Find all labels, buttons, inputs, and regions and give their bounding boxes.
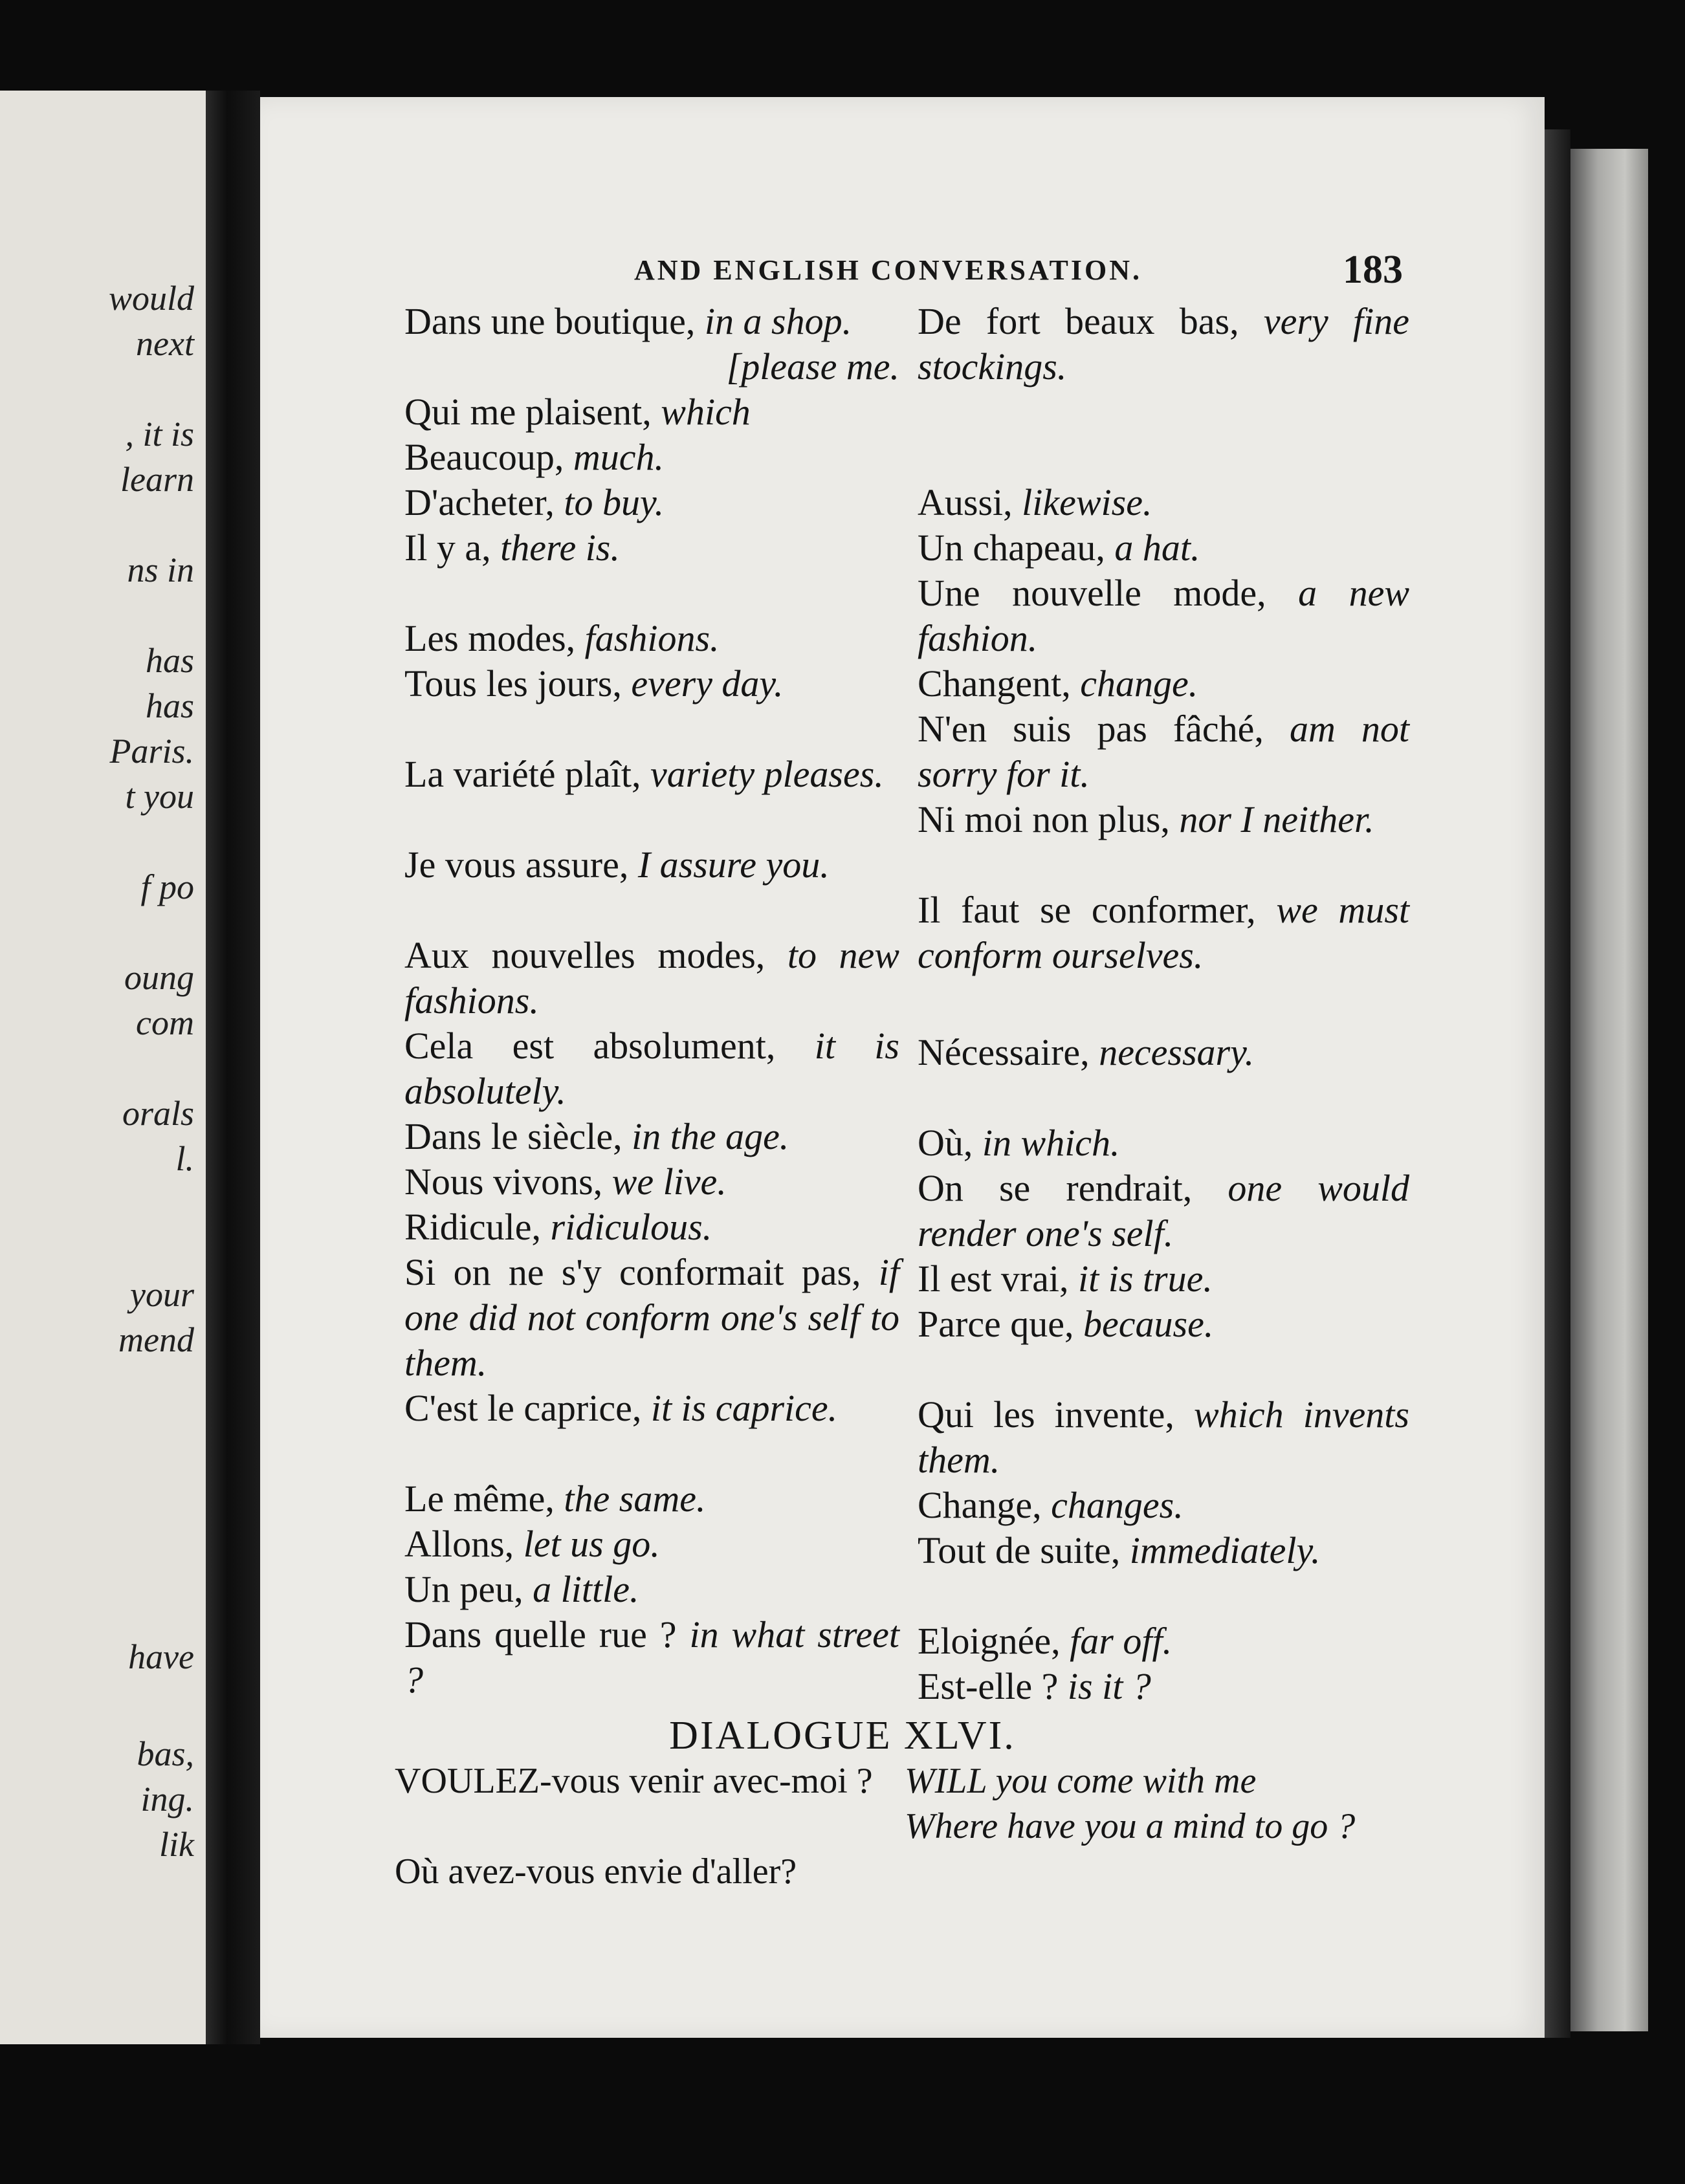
- english-gloss: a little.: [533, 1568, 639, 1610]
- english-gloss: let us go.: [523, 1523, 660, 1565]
- english-gloss: far off.: [1070, 1620, 1173, 1662]
- vocabulary-entry: [404, 389, 899, 435]
- english-gloss: immediately.: [1129, 1529, 1321, 1571]
- french-term: D'acheter,: [404, 481, 564, 523]
- french-term: Une nouvelle mode,: [918, 572, 1299, 614]
- french-term: Tout de suite,: [918, 1529, 1130, 1571]
- english-gloss: changes.: [1051, 1484, 1184, 1526]
- left-page-fragment: l.: [175, 1139, 194, 1178]
- english-gloss: fashions.: [584, 617, 720, 659]
- french-term: On se rendrait,: [918, 1167, 1228, 1209]
- french-term: Il est vrai,: [918, 1258, 1079, 1300]
- vocabulary-entry: [918, 1166, 1409, 1256]
- vocabulary-entry: [918, 299, 1409, 389]
- english-gloss-continuation: [please me.: [726, 345, 899, 388]
- vocabulary-entry: [404, 1205, 899, 1250]
- english-gloss: it is caprice.: [650, 1387, 838, 1429]
- french-term: Dans le siècle,: [404, 1115, 632, 1157]
- running-head: AND ENGLISH CONVERSATION.: [634, 254, 1142, 286]
- vocabulary-entry: [404, 480, 899, 525]
- left-page-fragment: would: [108, 279, 194, 318]
- english-gloss: which: [661, 391, 751, 433]
- english-gloss: change.: [1080, 662, 1198, 704]
- vocabulary-entry: [404, 1386, 899, 1431]
- vocabulary-entry: [918, 661, 1409, 706]
- french-term: Qui les invente,: [918, 1393, 1195, 1436]
- french-term: Parce que,: [918, 1303, 1084, 1345]
- vocabulary-entry: [918, 1120, 1409, 1166]
- english-gloss: very fine stockings.: [918, 300, 1409, 388]
- vocabulary-entry: [404, 933, 899, 1023]
- english-gloss: every day.: [631, 662, 784, 704]
- english-gloss: in what street ?: [404, 1613, 900, 1701]
- english-gloss: in a shop.: [704, 300, 852, 342]
- english-gloss: the same.: [564, 1478, 706, 1520]
- vocabulary-entry: [918, 797, 1409, 842]
- left-page-fragment: lik: [159, 1825, 194, 1864]
- english-gloss: in which.: [982, 1122, 1120, 1164]
- vocabulary-entry: [918, 1256, 1409, 1302]
- vocabulary-entry: [918, 1664, 1409, 1709]
- vocabulary-entry: [404, 1476, 899, 1522]
- french-term: Tous les jours,: [404, 662, 632, 704]
- vocabulary-entry: [404, 299, 899, 388]
- left-page-fragment: f po: [140, 868, 194, 906]
- left-page-fragment: , it is: [125, 415, 194, 453]
- vocabulary-entry: [404, 1567, 899, 1612]
- vocabulary-entry: [918, 1528, 1409, 1573]
- english-gloss: a hat.: [1114, 527, 1200, 569]
- vocabulary-entry: [918, 1302, 1409, 1347]
- left-page-fragment: your: [130, 1275, 194, 1314]
- vocabulary-entry: [918, 706, 1409, 797]
- vocabulary-entry: [918, 1392, 1409, 1483]
- french-term: Si on ne s'y conformait pas,: [404, 1251, 879, 1293]
- english-gloss: am not sorry for it.: [918, 708, 1409, 795]
- english-gloss: one would render one's self.: [918, 1167, 1410, 1254]
- left-page-fragment: Paris.: [109, 732, 194, 770]
- vocabulary-entry: [404, 842, 899, 888]
- french-term: Beaucoup,: [404, 436, 573, 478]
- english-gloss: variety pleases.: [650, 753, 884, 795]
- left-page-fragment: t you: [125, 777, 194, 816]
- vocabulary-entry: [404, 1159, 899, 1205]
- english-gloss: it is absolutely.: [404, 1025, 899, 1112]
- left-page-fragment: has: [145, 641, 194, 680]
- english-gloss: ridiculous.: [550, 1206, 712, 1248]
- french-term: Un chapeau,: [918, 527, 1115, 569]
- english-gloss: which invents them.: [918, 1393, 1409, 1481]
- english-gloss: there is.: [500, 527, 620, 569]
- vocabulary-entry: [918, 480, 1409, 525]
- left-page-fragment: mend: [118, 1320, 194, 1359]
- vocabulary-entry: [918, 571, 1409, 661]
- dialogue-line-fr-2: Où avez-vous envie d'aller?: [395, 1851, 797, 1892]
- french-term: De fort beaux bas,: [918, 300, 1264, 342]
- french-term: Où,: [918, 1122, 982, 1164]
- left-page-fragment: orals: [122, 1094, 194, 1133]
- left-page-fragment: oung: [124, 958, 194, 997]
- french-term: Change,: [918, 1484, 1052, 1526]
- french-term: Allons,: [404, 1523, 523, 1565]
- left-page-fragment: has: [145, 686, 194, 725]
- vocabulary-entry: [404, 1023, 899, 1114]
- vocabulary-entry: [404, 616, 899, 661]
- french-term: C'est le caprice,: [404, 1387, 651, 1429]
- french-term: N'en suis pas fâché,: [918, 708, 1290, 750]
- english-gloss: because.: [1083, 1303, 1214, 1345]
- french-term: Dans une boutique,: [404, 300, 705, 342]
- english-gloss: likewise.: [1022, 481, 1152, 523]
- english-gloss: I assure you.: [637, 844, 830, 886]
- french-term: Changent,: [918, 662, 1081, 704]
- english-gloss: much.: [573, 436, 665, 478]
- left-page-fragment: ns in: [127, 551, 194, 589]
- english-gloss: if one did not conform one's self to them.: [404, 1251, 899, 1384]
- french-term: Est-elle ?: [918, 1665, 1068, 1707]
- french-term: Cela est absolument,: [404, 1025, 815, 1067]
- left-page-fragment: learn: [120, 460, 194, 499]
- vocabulary-entry: [918, 1619, 1409, 1664]
- dialogue-line-fr-1: VOULEZ-vous venir avec-moi ?: [395, 1761, 873, 1801]
- french-term: Le même,: [404, 1478, 564, 1520]
- french-term: Il faut se conformer,: [918, 889, 1277, 931]
- french-term: Qui me plaisent,: [404, 391, 661, 433]
- french-term: La variété plaît,: [404, 753, 651, 795]
- english-gloss: is it ?: [1067, 1665, 1151, 1707]
- vocabulary-entry: [918, 1030, 1409, 1075]
- english-gloss: it is true.: [1078, 1258, 1213, 1300]
- left-page-fragment: ing.: [140, 1780, 194, 1818]
- english-gloss: we live.: [611, 1161, 727, 1203]
- vocabulary-entry: [404, 435, 899, 480]
- french-term: Eloignée,: [918, 1620, 1070, 1662]
- english-gloss: we must conform ourselves.: [918, 889, 1409, 976]
- left-page-fragment: com: [136, 1003, 194, 1042]
- english-gloss: necessary.: [1099, 1031, 1255, 1073]
- french-term: Ni moi non plus,: [918, 798, 1180, 840]
- french-term: Les modes,: [404, 617, 585, 659]
- vocabulary-entry: [404, 752, 899, 797]
- vocabulary-entry: [918, 1483, 1409, 1528]
- dialogue-line-en-1: WILL you come with me: [905, 1761, 1257, 1801]
- french-term: Un peu,: [404, 1568, 533, 1610]
- vocabulary-entry: [918, 525, 1409, 571]
- french-term: Je vous assure,: [404, 844, 638, 886]
- dialogue-line-en-2: Where have you a mind to go ?: [905, 1806, 1356, 1846]
- french-term: Ridicule,: [404, 1206, 551, 1248]
- vocabulary-entry: [404, 1114, 899, 1159]
- english-gloss: to new fashions.: [404, 934, 899, 1021]
- left-page-fragment: next: [136, 324, 194, 363]
- french-term: Aussi,: [918, 481, 1022, 523]
- french-term: Dans quelle rue ?: [404, 1613, 690, 1655]
- vocabulary-entry: [404, 1612, 899, 1703]
- english-gloss: to buy.: [564, 481, 665, 523]
- french-term: Nécessaire,: [918, 1031, 1099, 1073]
- page-number: 183: [1343, 248, 1403, 292]
- dialogue-title: DIALOGUE XLVI.: [669, 1714, 1016, 1758]
- french-term: Nous vivons,: [404, 1161, 612, 1203]
- english-gloss: a new fashion.: [918, 572, 1410, 659]
- left-page-fragment: have: [128, 1637, 194, 1676]
- vocabulary-entry: [918, 888, 1409, 978]
- left-page-fragment: bas,: [137, 1734, 194, 1773]
- vocabulary-entry: [404, 1250, 899, 1386]
- vocabulary-entry: [404, 661, 899, 706]
- french-term: Il y a,: [404, 527, 501, 569]
- french-term: Aux nouvelles modes,: [404, 934, 787, 976]
- english-gloss: in the age.: [632, 1115, 789, 1157]
- vocabulary-entry: [404, 525, 899, 571]
- english-gloss: nor I neither.: [1179, 798, 1374, 840]
- vocabulary-entry: [404, 1522, 899, 1567]
